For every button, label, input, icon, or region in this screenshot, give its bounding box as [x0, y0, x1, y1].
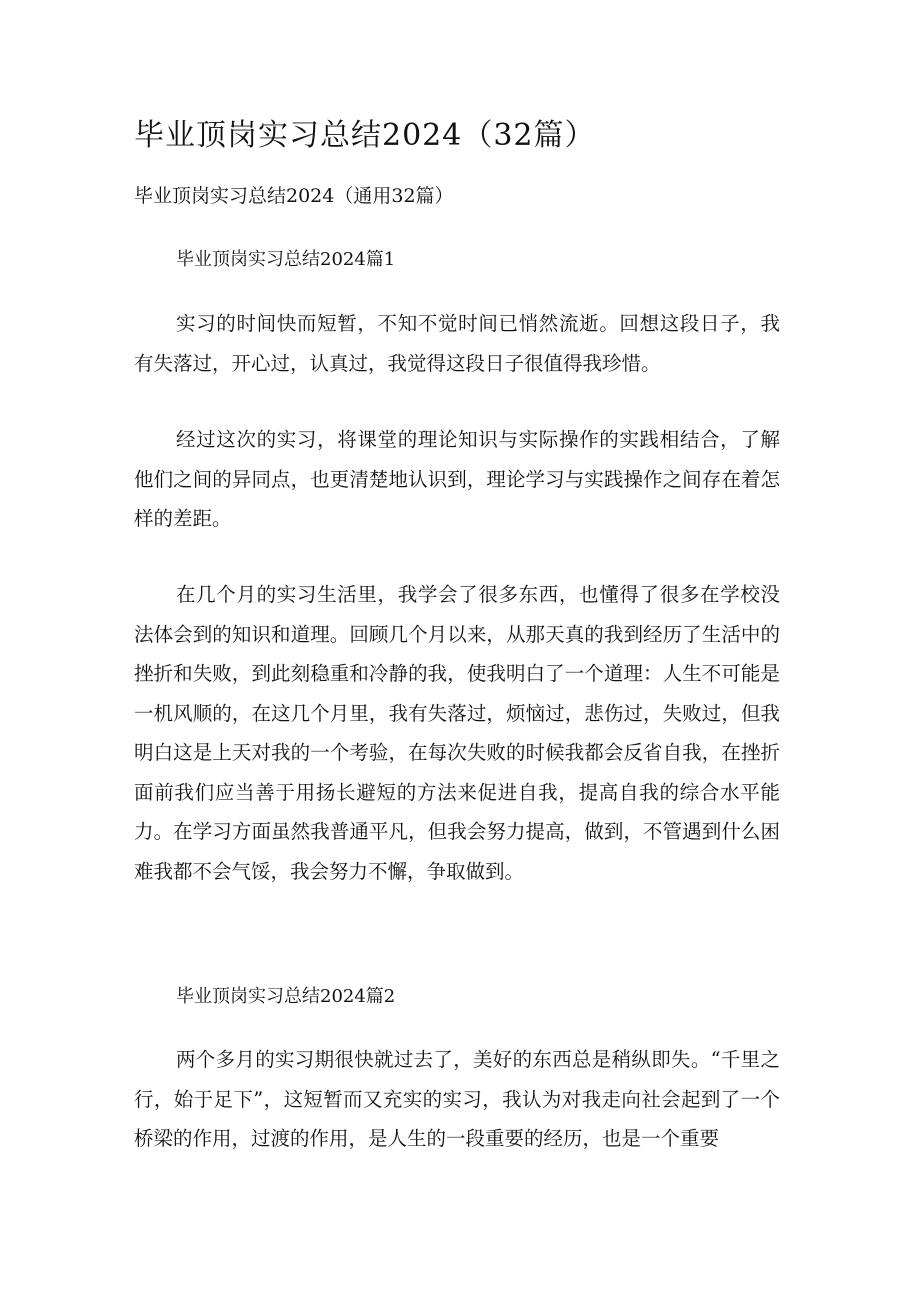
paragraph-3: 在几个月的实习生活里，我学会了很多东西，也懂得了很多在学校没法体会到的知识和道理。回顾几个月以来，从那天真的我到经历了生活中的挫折和失败，到此刻稳重和冷静的我，使我明白了一个道理：人生不可能是一机风顺的，在这几个月里，我有失落过，烦恼过，悲伤过，失败过，但我明白这是上天对我的一个考验，在每次失败的时候我都会反省自我，在挫折面前我们应当善于用扬长避短的方法来促进自我，提高自我的综合水平能力。在学习方面虽然我普通平凡，但我会努力提高，做到，不管遇到什么困难我都不会气馁，我会努力不懈，争取做到。 — [134, 583, 780, 883]
paragraph-4: 两个多月的实习期很快就过去了，美好的东西总是稍纵即失。“千里之行，始于足下”，这短暂而又充实的实习，我认为对我走向社会起到了一个桥梁的作用，过渡的作用，是人生的一段重要的经历，也是一个重要 — [134, 1048, 780, 1150]
section-heading-2: 毕业顶岗实习总结2024篇2 — [176, 986, 396, 1007]
paragraph-2: 经过这次的实习，将课堂的理论知识与实际操作的实践相结合，了解他们之间的异同点，也更清楚地认识到，理论学习与实践操作之间存在着怎样的差距。 — [134, 428, 780, 530]
document-subtitle: 毕业顶岗实习总结2024（通用32篇） — [134, 185, 454, 207]
paragraph-1: 实习的时间快而短暂，不知不觉时间已悄然流逝。回想这段日子，我有失落过，开心过，认真过，我觉得这段日子很值得我珍惜。 — [134, 312, 780, 375]
section-heading-1: 毕业顶岗实习总结2024篇1 — [176, 249, 396, 270]
document-title: 毕业顶岗实习总结2024（32篇） — [134, 118, 596, 153]
